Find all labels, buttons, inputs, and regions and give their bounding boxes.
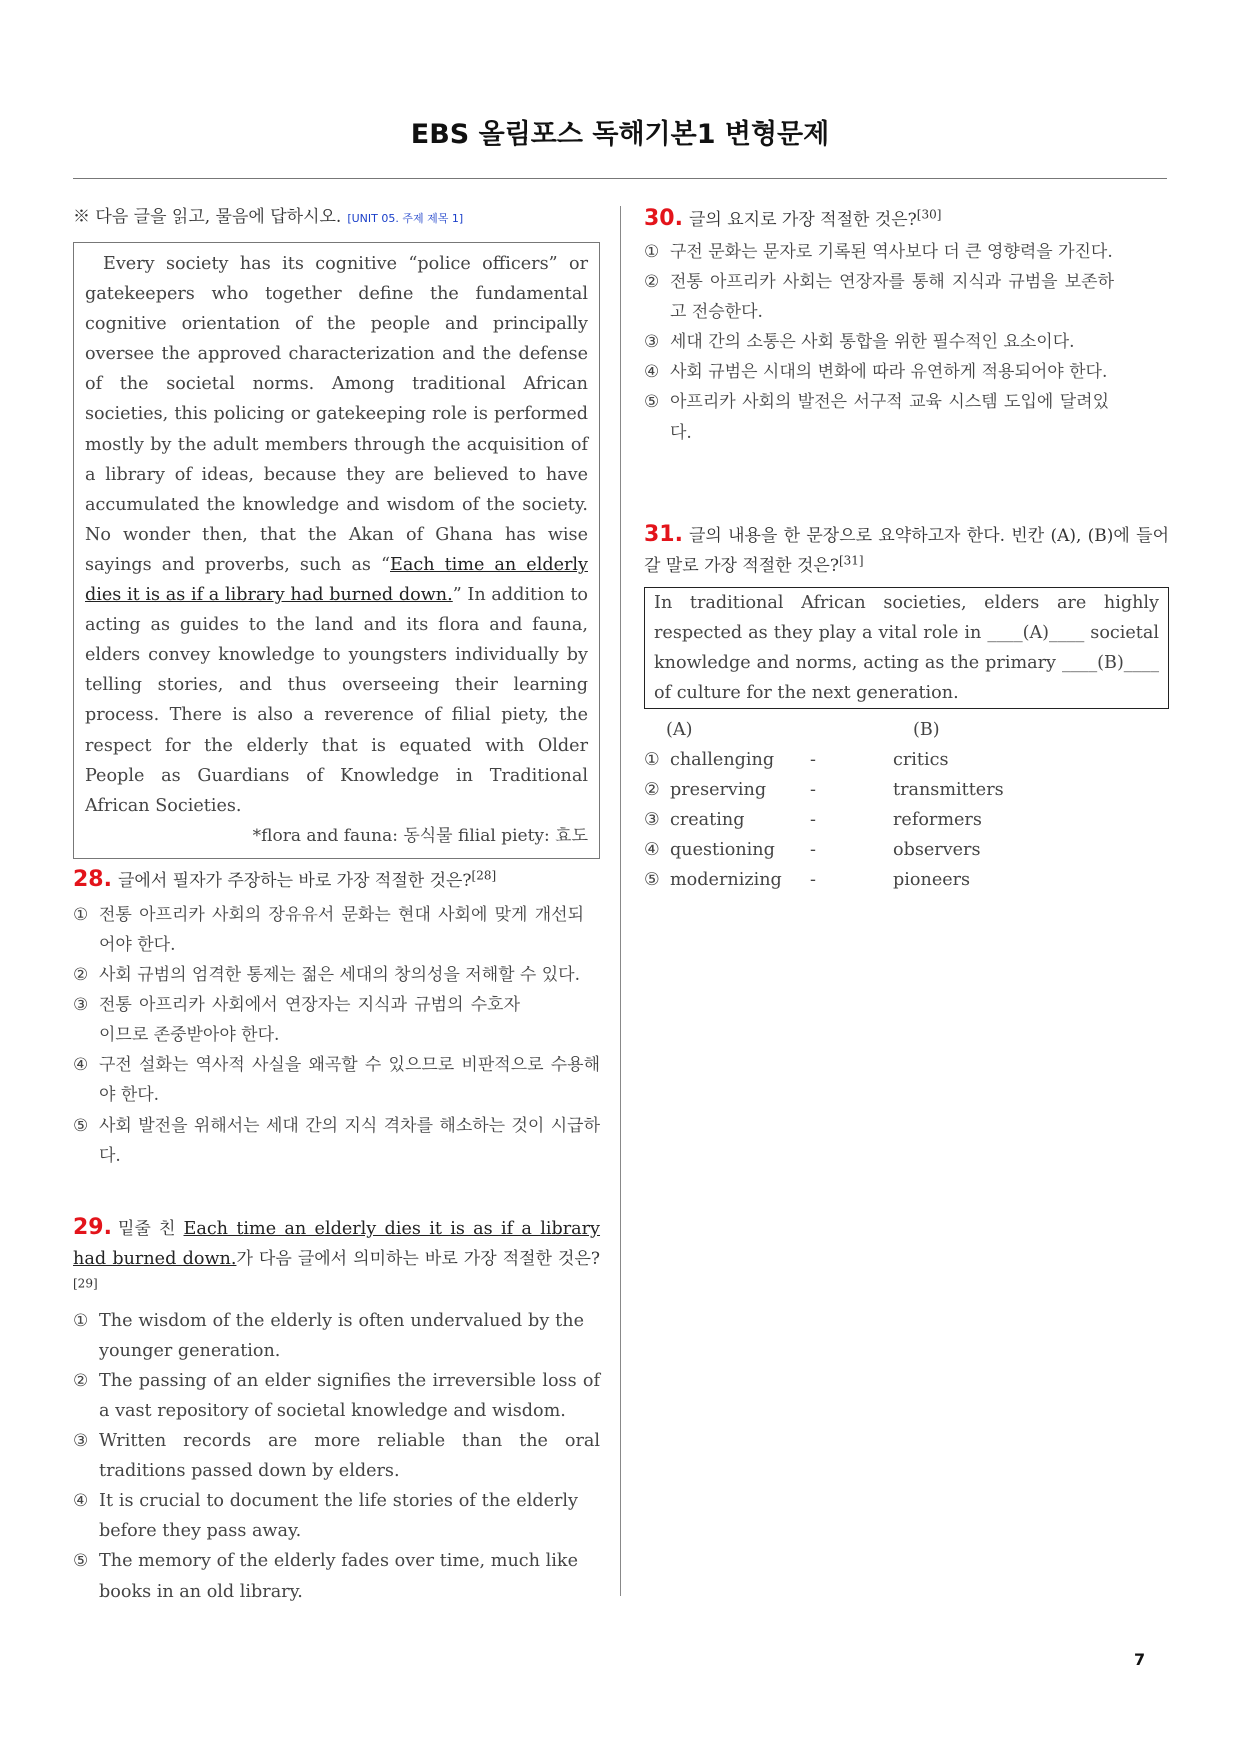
answer-option[interactable]: ④ 사회 규범은 시대의 변화에 따라 유연하게 적용되어야 한다.	[644, 362, 1108, 383]
question-28	[73, 865, 600, 1171]
answer-option[interactable]: ⑤ The memory of the elderly fades over time, much like books in an old library.	[73, 1551, 578, 1602]
answer-option[interactable]: ② The passing of an elder signifies the irreversible loss of a vast repository of societal knowledge and wisdom.	[73, 1370, 600, 1421]
answer-option[interactable]: ④ It is crucial to document the life stories of the elderly before they pass away.	[73, 1491, 578, 1542]
left-column	[73, 204, 600, 1607]
page-number: 7	[1134, 1650, 1146, 1669]
summary-box: In traditional African societies, elders are highly respected as they play a vital role in ____(A)____ societal knowledge and norms, acting as the primary ____(B)____ of culture for the next generation.	[644, 587, 1169, 709]
question-header: 31. 글의 내용을 한 문장으로 요약하고자 한다. 빈칸 (A), (B)에 들어갈 말로 가장 적절한 것은?[31]	[644, 521, 1169, 576]
answer-option[interactable]: ② preserving - transmitters	[644, 779, 1004, 800]
page-title: EBS 올림포스 독해기본1 변형문제	[410, 119, 830, 150]
question-number: 28.	[73, 866, 112, 892]
answer-option[interactable]: ② 전통 아프리카 사회는 연장자를 통해 지식과 규범을 보존하고 전승한다.	[644, 272, 1114, 323]
answer-option[interactable]: ⑤ modernizing - pioneers	[644, 869, 971, 890]
question-header: 28. 글에서 필자가 주장하는 바로 가장 적절한 것은?[28]	[73, 866, 497, 892]
answer-option[interactable]: ⑤ 사회 발전을 위해서는 세대 간의 지식 격차를 해소하는 것이 시급하다.	[73, 1115, 600, 1166]
question-30	[644, 204, 1169, 448]
question-31	[644, 520, 1169, 895]
answer-option[interactable]: ④ 구전 설화는 역사적 사실을 왜곡할 수 있으므로 비판적으로 수용해야 한다.	[73, 1055, 600, 1106]
passage-footnote: *flora and fauna: 동식물 filial piety: 효도	[252, 825, 588, 846]
question-header: 30. 글의 요지로 가장 적절한 것은?[30]	[644, 206, 942, 231]
answer-option[interactable]: ② 사회 규범의 엄격한 통제는 젊은 세대의 창의성을 저해할 수 있다.	[73, 965, 581, 986]
header-divider	[73, 178, 1167, 179]
instruction	[73, 204, 600, 232]
answer-option[interactable]: ① The wisdom of the elderly is often undervalued by the younger generation.	[73, 1310, 584, 1361]
answer-table	[644, 715, 1169, 895]
passage-body: Every society has its cognitive “police officers” or gatekeepers who together define the fundamental cognitive orientation of the people and principally oversee the approved characterization and the defense of the societal norms. Among traditional African societies, this policing or gatekeeping role is performed mostly by the adult members through the acquisition of a library of ideas, because they are believed to have accumulated the knowledge and wisdom of the society. No wonder then, that the Akan of Ghana has wise sayings and proverbs, such as “Each time an elderly dies it is as if a library had burned down.” In addition to acting as guides to the land and its flora and fauna, elders convey knowledge to youngsters individually by telling stories, and thus overseeing their learning process. There is also a reverence of filial piety, the respect for the elderly that is equated with Older People as Guardians of Knowledge in Traditional African Societies.	[85, 254, 589, 816]
instruction-text: ※ 다음 글을 읽고, 물음에 답하시오.	[73, 207, 342, 227]
right-column	[644, 204, 1169, 895]
answer-option[interactable]: ③ 세대 간의 소통은 사회 통합을 위한 필수적인 요소이다.	[644, 332, 1075, 353]
underlined-phrase: Each time an elderly dies it is as if a library had burned down.	[85, 554, 588, 606]
answer-option[interactable]: ③ creating - reformers	[644, 809, 982, 830]
question-number: 29.	[73, 1214, 112, 1240]
question-29	[73, 1213, 600, 1607]
question-header: 29. 밑줄 친 Each time an elderly dies it is as if a library had burned down.가 다음 글에서 의미하는 바로 가장 적절한 것은?[29]	[73, 1214, 601, 1291]
reading-passage	[73, 242, 600, 859]
answer-table-header: (A) (B)	[666, 719, 940, 740]
answer-option[interactable]: ⑤ 아프리카 사회의 발전은 서구적 교육 시스템 도입에 달려있다.	[644, 392, 1109, 443]
answer-option[interactable]: ④ questioning - observers	[644, 839, 981, 860]
unit-tag: [UNIT 05. 주제 제목 1]	[347, 212, 464, 225]
underlined-phrase: Each time an elderly dies it is as if a library had burned down.	[73, 1218, 601, 1269]
answer-option[interactable]: ① challenging - critics	[644, 749, 949, 770]
column-divider	[620, 206, 621, 1596]
answer-option[interactable]: ③ Written records are more reliable than the oral traditions passed down by elders.	[73, 1431, 600, 1482]
question-number: 30.	[644, 206, 683, 231]
answer-option[interactable]: ① 전통 아프리카 사회의 장유유서 문화는 현대 사회에 맞게 개선되어야 한다.	[73, 904, 584, 955]
question-number: 31.	[644, 521, 683, 547]
answer-option[interactable]: ① 구전 문화는 문자로 기록된 역사보다 더 큰 영향력을 가진다.	[644, 242, 1113, 262]
answer-option[interactable]: ③ 전통 아프리카 사회에서 연장자는 지식과 규범의 수호자이므로 존중받아야 한다.	[73, 995, 520, 1046]
